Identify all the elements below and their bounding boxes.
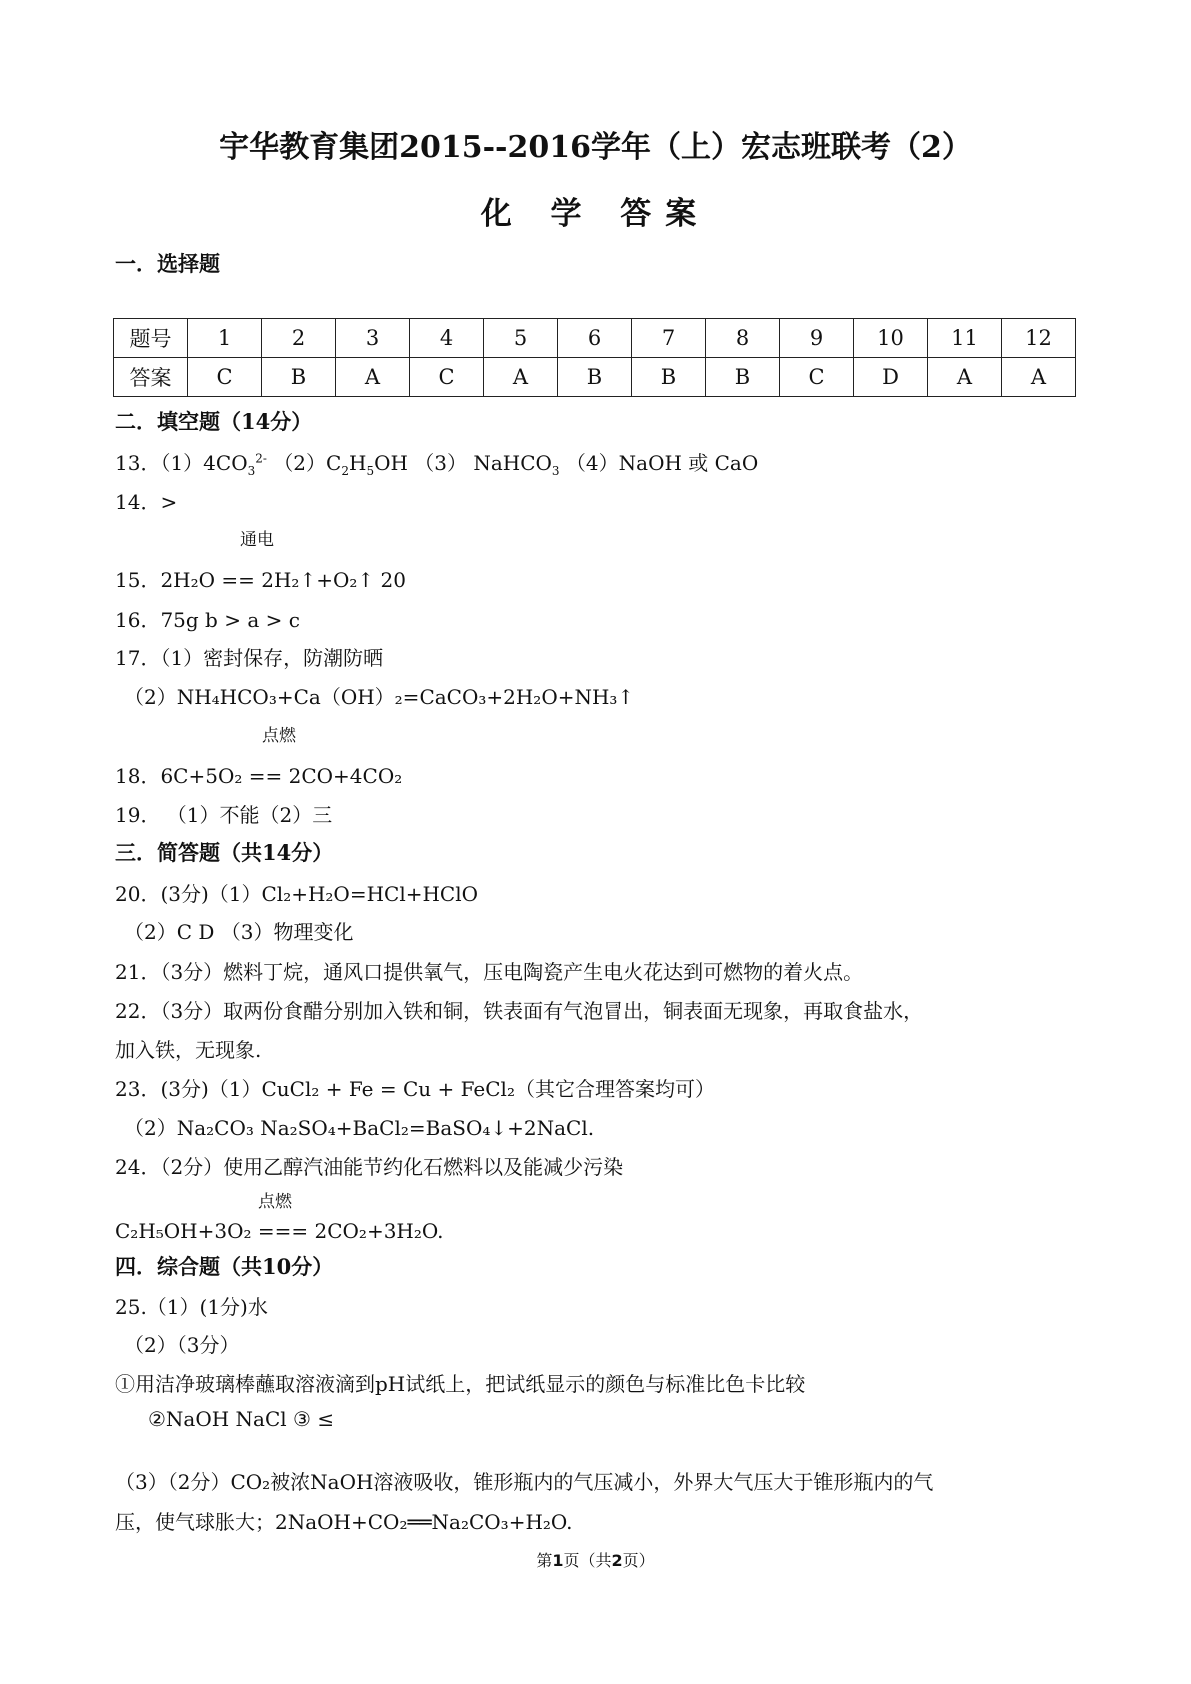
answer-line-24-2: C₂H₅OH+3O₂ === 2CO₂+3H₂O. — [115, 1219, 444, 1243]
answer-text: （4）NaOH 或 CaO — [565, 451, 759, 475]
question-number-cell: 2 — [262, 319, 336, 358]
footer-text: 第 — [536, 1551, 553, 1570]
document-subtitle: 化 学 答案 — [480, 196, 711, 232]
answer-text: 13．（1）4CO — [115, 451, 248, 475]
question-number-cell: 12 — [1002, 319, 1076, 358]
answer-cell: A — [336, 358, 410, 397]
choice-answer-table — [113, 318, 1076, 397]
answer-line-25-4: ②NaOH NaCl ③ ≤ — [148, 1407, 335, 1431]
subscript: 3 — [551, 464, 560, 478]
answer-cell: C — [188, 358, 262, 397]
answer-line-25-2: （2）（3分） — [124, 1333, 240, 1357]
answer-line-25-3: ①用洁净玻璃棒蘸取溶液滴到pH试纸上，把试纸显示的颜色与标准比色卡比较 — [115, 1372, 806, 1396]
answer-line-23-2: （2）Na₂CO₃ Na₂SO₄+BaCl₂=BaSO₄↓+2NaCl. — [124, 1116, 595, 1140]
section-heading-short-answer: 三．简答题（共14分） — [115, 840, 334, 865]
answer-line-25-6: 压，使气球胀大；2NaOH+CO₂══Na₂CO₃+H₂O. — [115, 1510, 573, 1534]
question-number-cell: 6 — [558, 319, 632, 358]
answer-line-13 — [115, 447, 758, 478]
question-number-cell: 7 — [632, 319, 706, 358]
answer-line-15: 15．2H₂O == 2H₂↑+O₂↑ 20 — [115, 568, 406, 592]
question-number-cell: 10 — [854, 319, 928, 358]
answer-text: （2）C — [273, 451, 342, 475]
superscript: 2- — [255, 451, 267, 466]
subscript: 2 — [341, 464, 349, 478]
question-number-cell: 4 — [410, 319, 484, 358]
document-title: 宇华教育集团2015--2016学年（上）宏志班联考（2） — [219, 130, 972, 165]
answer-line-17-2: （2）NH₄HCO₃+Ca（OH）₂=CaCO₃+2H₂O+NH₃↑ — [124, 685, 635, 709]
answer-line-25-5: （3）（2分）CO₂被浓NaOH溶液吸收，锥形瓶内的气压减小，外界大气压大于锥形瓶内的气 — [115, 1470, 934, 1494]
answer-text: OH （3） NaHCO — [374, 451, 552, 475]
answer-line-22-1: 22．（3分）取两份食醋分别加入铁和铜，铁表面有气泡冒出，铜表面无现象，再取食盐水， — [115, 999, 924, 1023]
question-number-cell: 1 — [188, 319, 262, 358]
question-number-cell: 11 — [928, 319, 1002, 358]
answer-line-24-1: 24．（2分）使用乙醇汽油能节约化石燃料以及能减少污染 — [115, 1155, 624, 1179]
question-number-cell: 8 — [706, 319, 780, 358]
subscript: 5 — [366, 464, 375, 478]
question-number-cell: 9 — [780, 319, 854, 358]
footer-text: 页） — [622, 1551, 655, 1570]
answer-line-20-2: （2）C D （3）物理变化 — [124, 920, 354, 944]
subscript: 3 — [247, 464, 256, 478]
page-footer — [0, 1548, 1191, 1571]
answer-cell: B — [632, 358, 706, 397]
reaction-condition-label: 点燃 — [262, 726, 296, 746]
answer-cell: A — [928, 358, 1002, 397]
answer-line-20-1: 20．(3分)（1）Cl₂+H₂O=HCl+HClO — [115, 882, 479, 906]
table-row — [114, 358, 1076, 397]
reaction-condition-label: 通电 — [240, 530, 274, 550]
answer-line-19: 19． （1）不能（2）三 — [115, 803, 333, 827]
answer-line-14: 14．> — [115, 490, 178, 514]
question-number-cell: 3 — [336, 319, 410, 358]
answer-cell: C — [780, 358, 854, 397]
page-number: 1 — [552, 1551, 564, 1570]
answer-cell: B — [706, 358, 780, 397]
table-row — [114, 319, 1076, 358]
answer-line-21: 21．（3分）燃料丁烷，通风口提供氧气，压电陶瓷产生电火花达到可燃物的着火点。 — [115, 960, 864, 984]
answer-line-25-1: 25.（1）(1分)水 — [115, 1295, 268, 1319]
answer-line-22-2: 加入铁，无现象. — [115, 1038, 262, 1062]
answer-cell: B — [262, 358, 336, 397]
section-heading-comprehensive: 四．综合题（共10分） — [115, 1254, 334, 1279]
answer-line-18: 18．6C+5O₂ == 2CO+4CO₂ — [115, 764, 403, 788]
table-row-header: 题号 — [114, 319, 188, 358]
answer-cell: A — [484, 358, 558, 397]
answer-text: H — [348, 451, 367, 475]
footer-text: 页（共 — [563, 1551, 612, 1570]
section-heading-choice: 一．选择题 — [115, 251, 220, 276]
question-number-cell: 5 — [484, 319, 558, 358]
page-total: 2 — [611, 1551, 623, 1570]
answer-line-23-1: 23．(3分)（1）CuCl₂ + Fe = Cu + FeCl₂（其它合理答案均可） — [115, 1077, 715, 1101]
section-heading-fill: 二．填空题（14分） — [115, 409, 313, 434]
table-row-header: 答案 — [114, 358, 188, 397]
answer-line-17-1: 17．（1）密封保存，防潮防晒 — [115, 646, 384, 670]
answer-cell: D — [854, 358, 928, 397]
answer-cell: B — [558, 358, 632, 397]
answer-cell: C — [410, 358, 484, 397]
answer-cell: A — [1002, 358, 1076, 397]
answer-line-16: 16．75g b > a > c — [115, 608, 300, 632]
reaction-condition-label: 点燃 — [258, 1192, 292, 1212]
